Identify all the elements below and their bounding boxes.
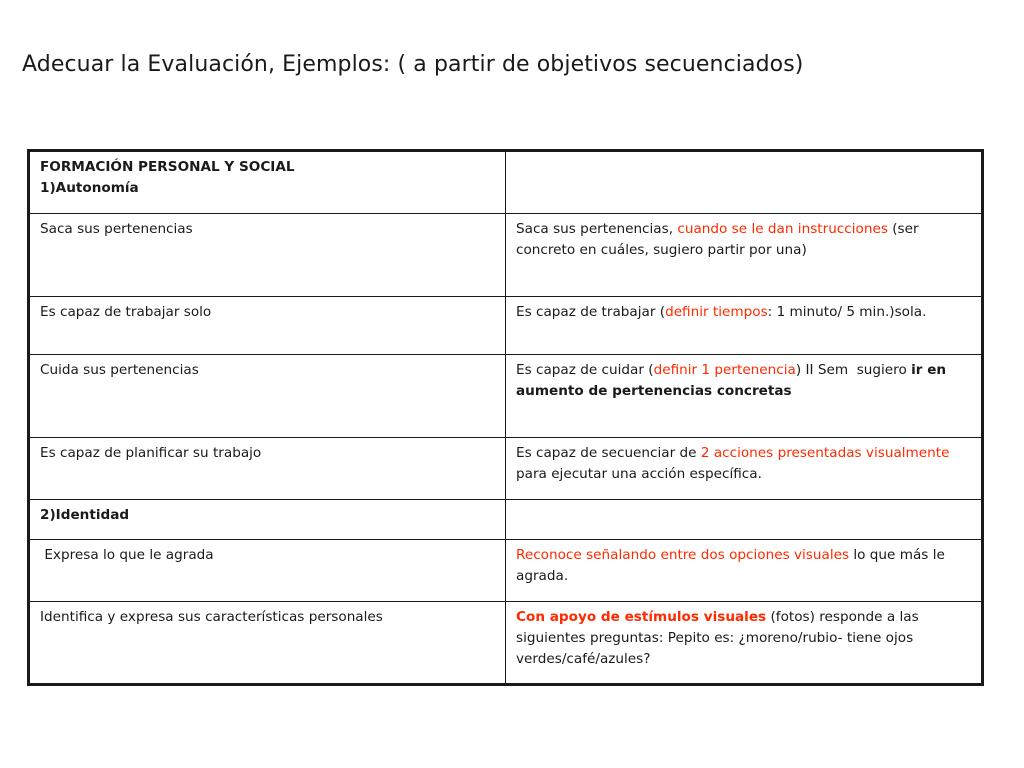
- cell-text: ir en aumento de pertenencias concretas: [516, 362, 951, 399]
- table-row: [29, 355, 983, 438]
- cell-text: lo que más le agrada.: [516, 547, 950, 584]
- section-row: [29, 500, 983, 540]
- section-heading: FORMACIÓN PERSONAL Y SOCIAL: [40, 159, 295, 175]
- header-cell: [29, 151, 506, 214]
- table-header-row: [29, 151, 983, 214]
- header-empty-cell: [506, 151, 983, 214]
- highlighted-text: cuando se le dan instrucciones: [677, 221, 888, 237]
- cell-text: (ser concreto en cuáles, sugiero partir por una): [516, 221, 923, 258]
- objective-cell: Cuida sus pertenencias: [29, 355, 506, 438]
- highlighted-text: definir 1 pertenencia: [653, 362, 796, 378]
- cell-text: (fotos) responde a las siguientes preguntas: Pepito es: ¿moreno/rubio- tiene ojos verdes/café/azules?: [516, 609, 924, 667]
- evaluation-table: [27, 149, 984, 686]
- section-heading: 2)Identidad: [29, 500, 506, 540]
- objective-cell: Identifica y expresa sus características personales: [29, 602, 506, 685]
- table-row: [29, 438, 983, 500]
- objective-cell: Saca sus pertenencias: [29, 214, 506, 297]
- objective-cell: Es capaz de planificar su trabajo: [29, 438, 506, 500]
- adapted-evaluation-cell: [506, 438, 983, 500]
- highlighted-text: definir tiempos: [665, 304, 768, 320]
- cell-text: para ejecutar una acción específica.: [516, 445, 954, 482]
- adapted-evaluation-cell: [506, 214, 983, 297]
- table-row: [29, 214, 983, 297]
- table-row: [29, 297, 983, 355]
- cell-text: Saca sus pertenencias,: [516, 221, 678, 237]
- section-empty-cell: [506, 500, 983, 540]
- cell-text: ) II Sem sugiero: [795, 362, 912, 378]
- cell-text: Es capaz de trabajar (: [516, 304, 666, 320]
- highlighted-text: 2 acciones presentadas visualmente: [700, 445, 950, 461]
- page-title: Adecuar la Evaluación, Ejemplos: ( a partir de objetivos secuenciados): [22, 52, 804, 77]
- objective-cell: Expresa lo que le agrada: [29, 540, 506, 602]
- highlighted-text: Con apoyo de estímulos visuales: [516, 609, 767, 625]
- subsection-heading: 1)Autonomía: [40, 180, 139, 196]
- cell-text: Es capaz de cuidar (: [516, 362, 654, 378]
- table-row: [29, 602, 983, 685]
- adapted-evaluation-cell: [506, 602, 983, 685]
- cell-text: Es capaz de secuenciar de: [516, 445, 701, 461]
- table-row: [29, 540, 983, 602]
- highlighted-text: Reconoce señalando entre dos opciones visuales: [516, 547, 850, 563]
- adapted-evaluation-cell: [506, 297, 983, 355]
- adapted-evaluation-cell: [506, 355, 983, 438]
- objective-cell: Es capaz de trabajar solo: [29, 297, 506, 355]
- adapted-evaluation-cell: [506, 540, 983, 602]
- cell-text: : 1 minuto/ 5 min.)sola.: [767, 304, 927, 320]
